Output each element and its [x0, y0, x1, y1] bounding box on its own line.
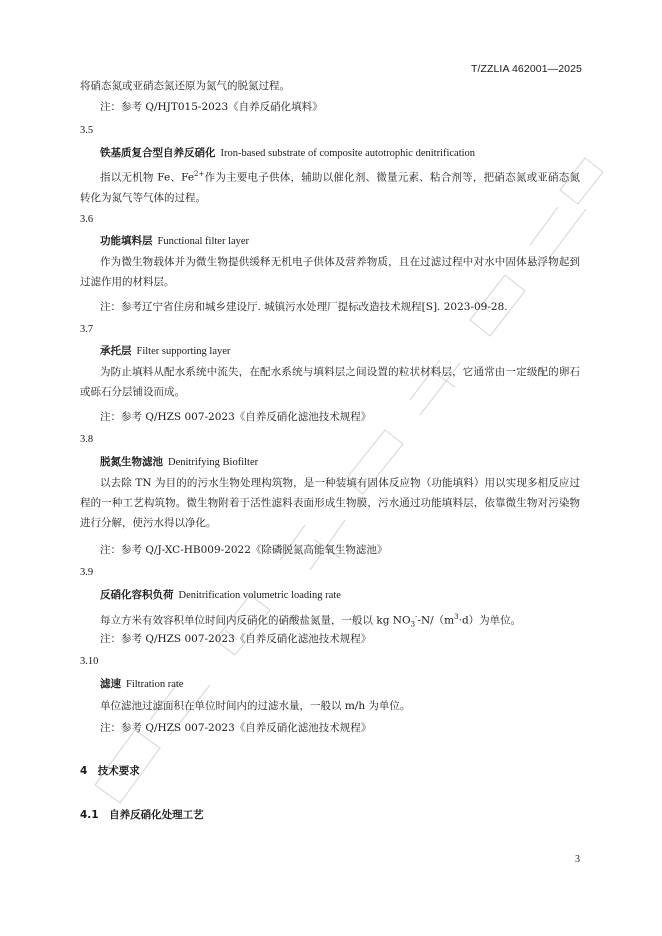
clause-number: 3.7	[80, 324, 94, 335]
note-reference: 注：参考 Q/HZS 007-2023《自养反硝化滤池技术规程》	[100, 633, 372, 645]
definition-text: -N/（m	[417, 614, 455, 627]
clause-number: 3.6	[80, 214, 94, 225]
term-definition: 为防止填料从配水系统中流失，在配水系统与填料层之间设置的粒状材料层，它通常由一定级配的卵石或砾石分层铺设而成。	[80, 366, 580, 398]
term-zh: 功能填料层	[100, 235, 153, 247]
superscript: -	[415, 613, 418, 621]
term-en: Filter supporting layer	[136, 346, 231, 357]
definition-text: 指以无机物 Fe、Fe	[100, 171, 195, 184]
term-definition	[100, 610, 521, 632]
document-code: T/ZZLIA 462001—2025	[470, 63, 582, 75]
term-zh: 脱氮生物滤池	[100, 456, 163, 468]
note-reference: 注：参考辽宁省住房和城乡建设厅. 城镇污水处理厂提标改造技术规程[S]. 2023-09-28.	[100, 301, 508, 313]
definition-text: ·d）为单位。	[458, 614, 522, 627]
term-en: Denitrifying Biofilter	[168, 457, 259, 468]
clause-number: 3.5	[80, 125, 94, 136]
term-en: Functional filter layer	[157, 236, 250, 247]
clause-number: 3.9	[80, 567, 94, 578]
superscript: 2+	[194, 170, 205, 178]
subscript: 3	[410, 620, 416, 629]
subsection-heading: 4.1 自养反硝化处理工艺	[80, 809, 204, 821]
term-zh: 反硝化容积负荷	[100, 589, 174, 601]
term-definition: 作为微生物载体并为微生物提供缓释无机电子供体及营养物质，且在过滤过程中对水中固体悬浮物起到过滤作用的材料层。	[80, 256, 580, 288]
page-number: 3	[575, 854, 580, 865]
term-title	[100, 344, 230, 359]
clause-number: 3.10	[80, 656, 99, 667]
term-title	[100, 455, 258, 470]
term-title	[100, 146, 475, 161]
note-reference: 注：参考 Q/HZS 007-2023《自养反硝化滤池技术规程》	[100, 411, 372, 423]
term-en: Filtration rate	[126, 679, 184, 690]
note-reference: 注：参考 Q/HZS 007-2023《自养反硝化滤池技术规程》	[100, 722, 372, 734]
intro-line: 将硝态氮或亚硝态氮还原为氮气的脱氮过程。	[80, 80, 290, 92]
term-en: Denitrification volumetric loading rate	[178, 590, 341, 601]
definition-text: 作为主要电子供体，辅助以催化剂、微量元素、粘合剂等，把硝态氮或亚硝态氮转化为氮气等气体的过程。	[80, 171, 581, 204]
term-definition: 单位滤池过滤面积在单位时间内的过滤水量，一般以 m/h 为单位。	[100, 700, 411, 712]
term-title	[100, 677, 183, 692]
term-definition	[80, 164, 580, 208]
term-zh: 铁基质复合型自养反硝化	[100, 147, 216, 159]
note-reference: 注：参考 Q/HJT015-2023《自养反硝化填料》	[100, 101, 323, 113]
term-definition: 以去除 TN 为目的的污水生物处理构筑物，是一种装填有固体反应物（功能填料）用以实现多相反应过程的一种工艺构筑物。微生物附着于活性滤料表面形成生物膜，污水通过功能填料层，依靠微生物对污染物进行分解，使污水得以净化。	[80, 477, 580, 529]
term-zh: 滤速	[100, 678, 121, 690]
note-reference: 注：参考 Q/J-XC-HB009-2022《除磷脱氮高能氧生物滤池》	[100, 544, 388, 556]
superscript: 3	[454, 613, 459, 621]
section-heading: 4 技术要求	[80, 765, 140, 777]
term-title	[100, 234, 249, 249]
term-title	[100, 588, 341, 603]
definition-text: 每立方米有效容积单位时间内反硝化的硝酸盐氮量，一般以 kg NO	[100, 614, 411, 627]
clause-number: 3.8	[80, 434, 94, 445]
term-zh: 承托层	[100, 345, 132, 357]
term-en: Iron-based substrate of composite autotrophic denitrification	[220, 148, 476, 159]
